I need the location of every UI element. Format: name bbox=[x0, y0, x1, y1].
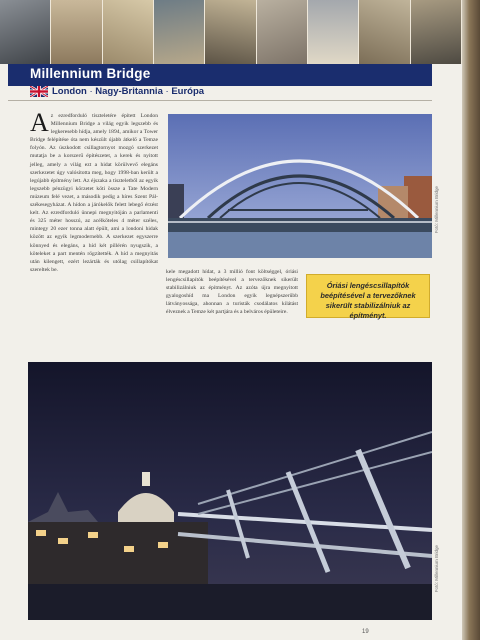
article-text-2: kele megadott hídat, a 3 millió font költséggel, óriási lengéscsillapítók beépítésével a tervezőknek sikerült stabilizálniuk az építményt. Az azóta újra megnyitott gyalogoshíd ma London egyik legnépszerűbb látványossága, ahonnan a turisták csodálatos kilátást élveznek a Temze két partjára és a belváros épületeire. bbox=[166, 269, 298, 316]
title-bar bbox=[8, 64, 432, 86]
bridge-day-photo bbox=[168, 114, 432, 258]
article-column-1 bbox=[30, 108, 158, 356]
location-line bbox=[52, 86, 204, 97]
book-edge bbox=[462, 0, 480, 640]
callout-text: Óriási lengéscsillapítók beépítésével a tervezőknek sikerült stabilizálniuk az építményt. bbox=[320, 281, 416, 320]
page-number: 19 bbox=[362, 629, 369, 635]
bridge-night-photo bbox=[28, 362, 432, 620]
article-text-1: z ezredforduló tiszteletére épített London Millennium Bridge a világ egyik legszebb és legkeresebb hídja, amely 1894, amikor a Tower Bridge felépítése óta nem készült újabb átkelő a Temze folyón. Az úszkodott csillagtornyot mozgó szerkezet mutatja be a korszerű építészetet, a kerek és nyitott jelleg, amely a világ ezt a hidat körülvevő elegáns szerkezetet úgy valósította meg, hogy 1998-ban került a legújabb építmény lett. Az éjszaka a tiszteletből az egyik legszebb pénzügyi körzetet köti össze a Tate Modern múzeum felé vezet, a második pedig a híres Szent Pál-székesegyházat. A hídon a járókelők felett lebegő érzést kelt. Az ezredforduló ünnepi megnyitóján a parlamenti és 325 méter hosszú, az acélköteles 4 méter széles, mintegy 20 ezer tonna alatt épült, ami a londoni hidak között az egyik legmodernebb. A szerkezet egyszerre könnyed és elegáns, a híd két pillérén nyugszik, a köteleket a part mentén rögzítették. A híd a megnyitás után kilengett, ezért lezárták és utólag csillapítókat szereltek be. bbox=[30, 113, 158, 273]
uk-flag-icon bbox=[30, 86, 48, 97]
location-separator: · bbox=[165, 86, 169, 97]
page-title: Millennium Bridge bbox=[30, 66, 151, 81]
location-separator: · bbox=[89, 86, 93, 97]
header-divider bbox=[8, 100, 432, 101]
location-city: London bbox=[52, 86, 87, 97]
quote-callout bbox=[306, 274, 430, 318]
article-column-2 bbox=[166, 268, 298, 358]
location-continent: Európa bbox=[171, 86, 205, 97]
photo-strip bbox=[0, 0, 462, 64]
drop-cap: A bbox=[30, 108, 49, 137]
location-country: Nagy-Britannia bbox=[95, 86, 163, 97]
photo-credit: Fotó: Millennium Bridge bbox=[434, 545, 439, 593]
photo-credit: Fotó: Millennium Bridge bbox=[434, 186, 439, 234]
